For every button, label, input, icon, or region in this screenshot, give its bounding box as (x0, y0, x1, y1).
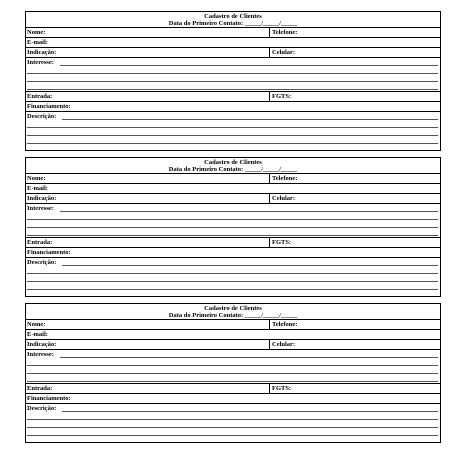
celular-field[interactable] (272, 340, 296, 350)
telefone-field[interactable] (272, 174, 298, 184)
financiamento-label: Financiamento: (27, 395, 71, 402)
entrada-field[interactable] (27, 92, 53, 102)
writing-line (27, 89, 438, 90)
row-email (26, 330, 440, 340)
divider (269, 320, 270, 329)
row-indicacao-celular (26, 48, 440, 58)
descricao-area[interactable] (26, 112, 440, 150)
telefone-label: Telefone: (272, 175, 298, 182)
divider (269, 28, 270, 37)
descricao-label: Descrição: (27, 259, 57, 266)
form-header (26, 12, 440, 28)
descricao-area[interactable] (26, 258, 440, 296)
writing-line (27, 73, 438, 74)
writing-line (60, 357, 438, 358)
nome-label: Nome: (27, 29, 46, 36)
row-entrada-fgts (26, 238, 440, 248)
row-financiamento (26, 248, 440, 258)
email-label: E-mail: (27, 331, 48, 338)
divider (269, 48, 270, 57)
entrada-label: Entrada: (27, 239, 53, 246)
writing-line (62, 119, 438, 120)
fgts-field[interactable] (272, 384, 292, 394)
writing-line (27, 281, 438, 282)
writing-line (27, 365, 438, 366)
email-label: E-mail: (27, 185, 48, 192)
writing-line (62, 411, 438, 412)
indicacao-label: Indicação: (27, 341, 57, 348)
indicacao-field[interactable] (27, 340, 57, 350)
writing-line (27, 273, 438, 274)
financiamento-label: Financiamento: (27, 249, 71, 256)
writing-line (27, 143, 438, 144)
row-nome-telefone (26, 28, 440, 38)
row-entrada-fgts (26, 92, 440, 102)
entrada-label: Entrada: (27, 93, 53, 100)
fgts-field[interactable] (272, 238, 292, 248)
row-entrada-fgts (26, 384, 440, 394)
writing-line (27, 235, 438, 236)
row-indicacao-celular (26, 340, 440, 350)
writing-line (27, 227, 438, 228)
writing-line (27, 373, 438, 374)
interesse-area[interactable] (26, 204, 440, 238)
form-header (26, 158, 440, 174)
client-form-2 (25, 157, 441, 297)
descricao-label: Descrição: (27, 405, 57, 412)
financiamento-field[interactable] (27, 248, 438, 258)
row-email (26, 38, 440, 48)
form-title: Cadastro de Clientes (204, 305, 262, 312)
form-header (26, 304, 440, 320)
entrada-label: Entrada: (27, 385, 53, 392)
fgts-label: FGTS: (272, 385, 292, 392)
interesse-label: Interesse: (27, 205, 54, 212)
celular-field[interactable] (272, 194, 296, 204)
nome-label: Nome: (27, 175, 46, 182)
divider (269, 174, 270, 183)
indicacao-label: Indicação: (27, 195, 57, 202)
writing-line (27, 289, 438, 290)
celular-label: Celular: (272, 341, 296, 348)
fgts-field[interactable] (272, 92, 292, 102)
telefone-label: Telefone: (272, 321, 298, 328)
fgts-label: FGTS: (272, 93, 292, 100)
writing-line (27, 427, 438, 428)
fgts-label: FGTS: (272, 239, 292, 246)
telefone-label: Telefone: (272, 29, 298, 36)
celular-label: Celular: (272, 49, 296, 56)
descricao-label: Descrição: (27, 113, 57, 120)
nome-field[interactable] (27, 28, 46, 38)
row-email (26, 184, 440, 194)
interesse-area[interactable] (26, 58, 440, 92)
indicacao-label: Indicação: (27, 49, 57, 56)
nome-label: Nome: (27, 321, 46, 328)
entrada-field[interactable] (27, 384, 53, 394)
email-field[interactable] (27, 38, 438, 48)
row-nome-telefone (26, 174, 440, 184)
first-contact-date-field[interactable]: Data do Primeiro Contato: _____/_____/_____ (168, 20, 298, 27)
writing-line (27, 81, 438, 82)
telefone-field[interactable] (272, 320, 298, 330)
writing-line (27, 219, 438, 220)
divider (269, 92, 270, 101)
nome-field[interactable] (27, 174, 46, 184)
financiamento-label: Financiamento: (27, 103, 71, 110)
writing-line (27, 135, 438, 136)
row-financiamento (26, 102, 440, 112)
divider (269, 384, 270, 393)
row-financiamento (26, 394, 440, 404)
row-indicacao-celular (26, 194, 440, 204)
client-form-1 (25, 11, 441, 151)
row-nome-telefone (26, 320, 440, 330)
nome-field[interactable] (27, 320, 46, 330)
divider (269, 238, 270, 247)
interesse-label: Interesse: (27, 351, 54, 358)
celular-label: Celular: (272, 195, 296, 202)
first-contact-date-field[interactable]: Data do Primeiro Contato: _____/_____/_____ (168, 312, 298, 319)
celular-field[interactable] (272, 48, 296, 58)
interesse-label: Interesse: (27, 59, 54, 66)
entrada-field[interactable] (27, 238, 53, 248)
indicacao-field[interactable] (27, 194, 57, 204)
descricao-area[interactable] (26, 404, 440, 442)
financiamento-field[interactable] (27, 394, 438, 404)
email-field[interactable] (27, 330, 438, 340)
writing-line (60, 211, 438, 212)
interesse-area[interactable] (26, 350, 440, 384)
writing-line (27, 435, 438, 436)
email-label: E-mail: (27, 39, 48, 46)
writing-line (27, 381, 438, 382)
form-title: Cadastro de Clientes (204, 159, 262, 166)
email-field[interactable] (27, 184, 438, 194)
divider (269, 194, 270, 203)
writing-line (60, 65, 438, 66)
divider (269, 340, 270, 349)
telefone-field[interactable] (272, 28, 298, 38)
writing-line (62, 265, 438, 266)
first-contact-date-field[interactable]: Data do Primeiro Contato: _____/_____/_____ (168, 166, 298, 173)
indicacao-field[interactable] (27, 48, 57, 58)
form-title: Cadastro de Clientes (204, 13, 262, 20)
writing-line (27, 127, 438, 128)
writing-line (27, 419, 438, 420)
financiamento-field[interactable] (27, 102, 438, 112)
client-form-3 (25, 303, 441, 443)
